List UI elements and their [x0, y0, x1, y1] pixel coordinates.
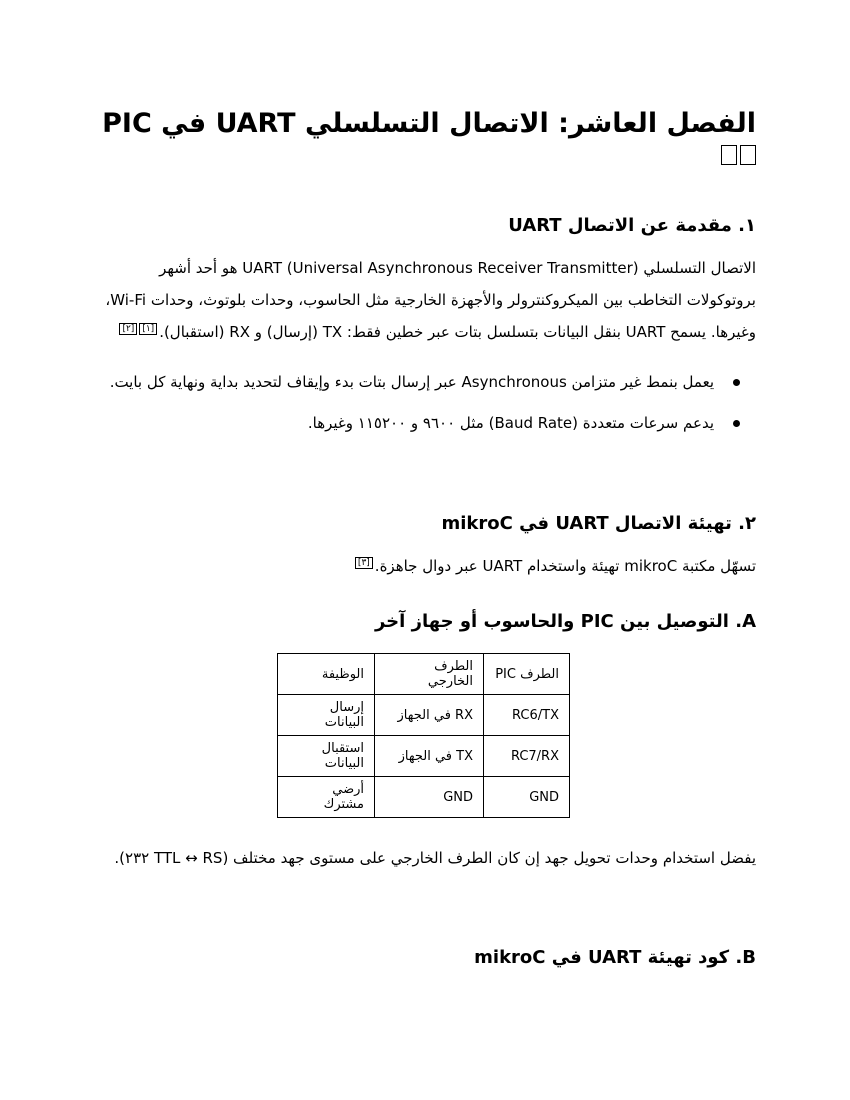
table-cell: GND [484, 777, 570, 818]
table-row [278, 695, 570, 736]
section2-heading: ٢. تهيئة الاتصال UART في mikroC [441, 513, 756, 534]
table-row [278, 736, 570, 777]
table-cell: GND [375, 777, 484, 818]
chapter-title-text: الفصل العاشر: الاتصال التسلسلي UART في PIC [102, 108, 756, 139]
list-item [96, 413, 756, 433]
paragraph-line: الاتصال التسلسلي UART (Universal Asynchronous Receiver Transmitter) هو أحد أشهر [159, 259, 756, 277]
section1-bullets [96, 372, 756, 433]
paragraph-line [96, 550, 756, 582]
sectionA-heading: A. التوصيل بين PIC والحاسوب أو جهاز آخر [374, 611, 756, 632]
section1-paragraph [96, 252, 756, 348]
table-header-row [278, 654, 570, 695]
paragraph-line [96, 316, 756, 348]
section1-heading: ١. مقدمة عن الاتصال UART [508, 215, 756, 236]
table-header-cell: الطرف الخارجي [375, 654, 484, 695]
note-paragraph: يفضل استخدام وحدات تحويل جهد إن كان الطرف الخارجي على مستوى جهد مختلف (TTL ↔ RS ٢٣٢). [114, 849, 756, 867]
sectionB-heading-block [96, 947, 756, 968]
bullet-icon [733, 420, 740, 427]
table-cell: إرسال البيانات [278, 695, 375, 736]
footnote-ref[interactable]: [٢] [119, 323, 137, 335]
table-cell: RX في الجهاز [375, 695, 484, 736]
sectionA-heading-block [96, 611, 756, 632]
chapter-title-block [96, 108, 756, 170]
missing-glyph-icon [740, 145, 756, 165]
paragraph-line-text: وغيرها. يسمح UART بنقل البيانات بتسلسل بتات عبر خطين فقط: TX (إرسال) و RX (استقبال). [159, 323, 756, 341]
paragraph-line-text: تسهّل مكتبة mikroC تهيئة واستخدام UART عبر دوال جاهزة. [374, 557, 756, 575]
table-cell: TX في الجهاز [375, 736, 484, 777]
table-header-cell: الوظيفة [278, 654, 375, 695]
table-cell: RC6/TX [484, 695, 570, 736]
section1-heading-block [96, 215, 756, 236]
note-paragraph-block [96, 842, 756, 874]
footnote-ref[interactable]: [٣] [355, 557, 373, 569]
footnote-ref[interactable]: [١] [139, 323, 157, 335]
list-item-text: يعمل بنمط غير متزامن Asynchronous عبر إرسال بتات بدء وإيقاف لتحديد بداية ونهاية كل بايت. [109, 373, 714, 391]
sectionB-heading: B. كود تهيئة UART في mikroC [474, 947, 756, 968]
bullet-icon [733, 379, 740, 386]
table-row [278, 777, 570, 818]
section2-heading-block [96, 513, 756, 534]
missing-glyph-icon [721, 145, 737, 165]
list-item [96, 372, 756, 392]
paragraph-line: بروتوكولات التخاطب بين الميكروكنترولر والأجهزة الخارجية مثل الحاسوب، وحدات بلوتوث، وحدات Wi-Fi، [105, 291, 756, 309]
table-cell: RC7/RX [484, 736, 570, 777]
list-item-text: يدعم سرعات متعددة (Baud Rate) مثل ٩٦٠٠ و ١١٥٢٠٠ وغيرها. [307, 414, 714, 432]
section2-paragraph [96, 550, 756, 582]
table-cell: استقبال البيانات [278, 736, 375, 777]
connection-table [277, 653, 570, 818]
table-header-cell: الطرف PIC [484, 654, 570, 695]
table-cell: أرضي مشترك [278, 777, 375, 818]
chapter-title [96, 108, 756, 170]
